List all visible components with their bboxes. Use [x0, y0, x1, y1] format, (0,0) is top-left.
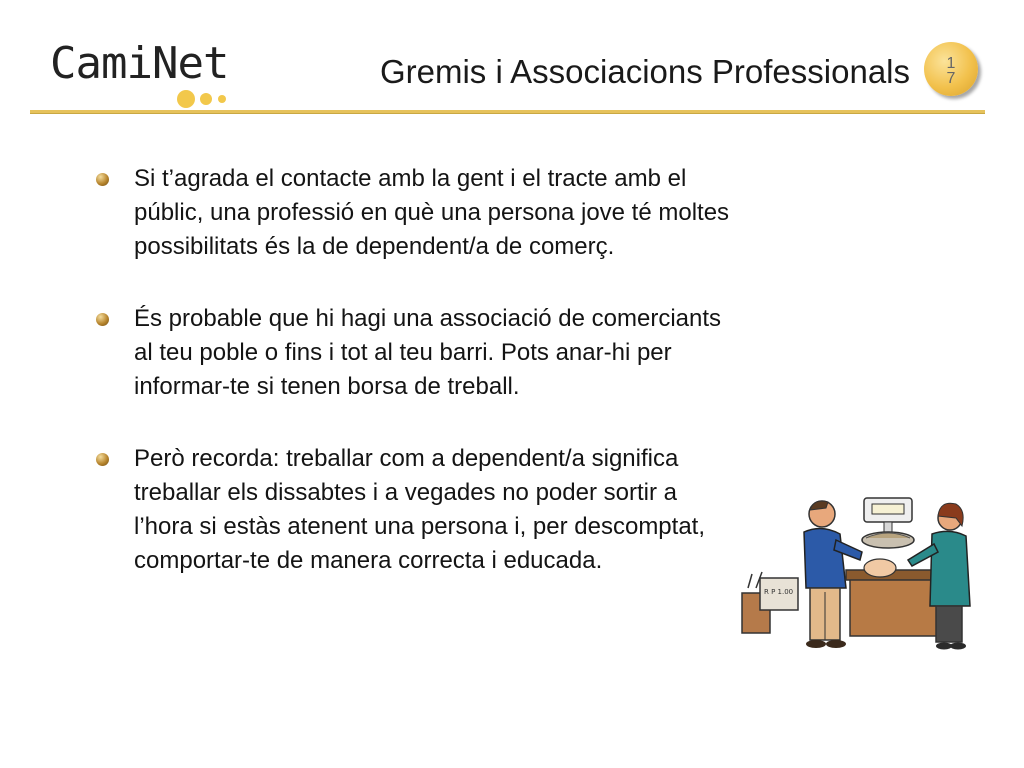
header-divider	[30, 110, 985, 114]
bullet-item	[92, 302, 732, 404]
bullet-text: És probable que hi hagi una associació de comerciants al teu poble o fins i tot al teu barri. Pots anar-hi per informar-te si tenen borsa de treball.	[134, 305, 722, 400]
bullet-list	[92, 162, 732, 616]
crate-sign: R P 1.00	[764, 588, 794, 596]
bullet-dot-icon	[96, 453, 109, 466]
bullet-item	[92, 162, 732, 264]
shop-counter-illustration	[740, 488, 980, 660]
bullet-dot-icon	[96, 313, 109, 326]
bullet-text: Si t’agrada el contacte amb la gent i el tracte amb el públic, una professió en què una persona jove té moltes possibilitats és la de dependent/a de comerç.	[134, 165, 730, 260]
logo-dots-icon	[176, 88, 236, 110]
page-number-badge	[924, 42, 984, 102]
bullet-text: Però recorda: treballar com a dependent/a significa treballar els dissabtes i a vegades no poder sortir a l’hora si estàs atenent una persona i, per descomptat, comportar-te de manera correcta i educada.	[134, 445, 706, 574]
bullet-item	[92, 442, 732, 578]
slide-title: Gremis i Associacions Professionals	[379, 53, 910, 90]
caminet-logo	[50, 38, 260, 110]
bullet-dot-icon	[96, 173, 109, 186]
page-number: 17	[946, 55, 956, 87]
logo-text: CamiNet	[50, 38, 229, 89]
